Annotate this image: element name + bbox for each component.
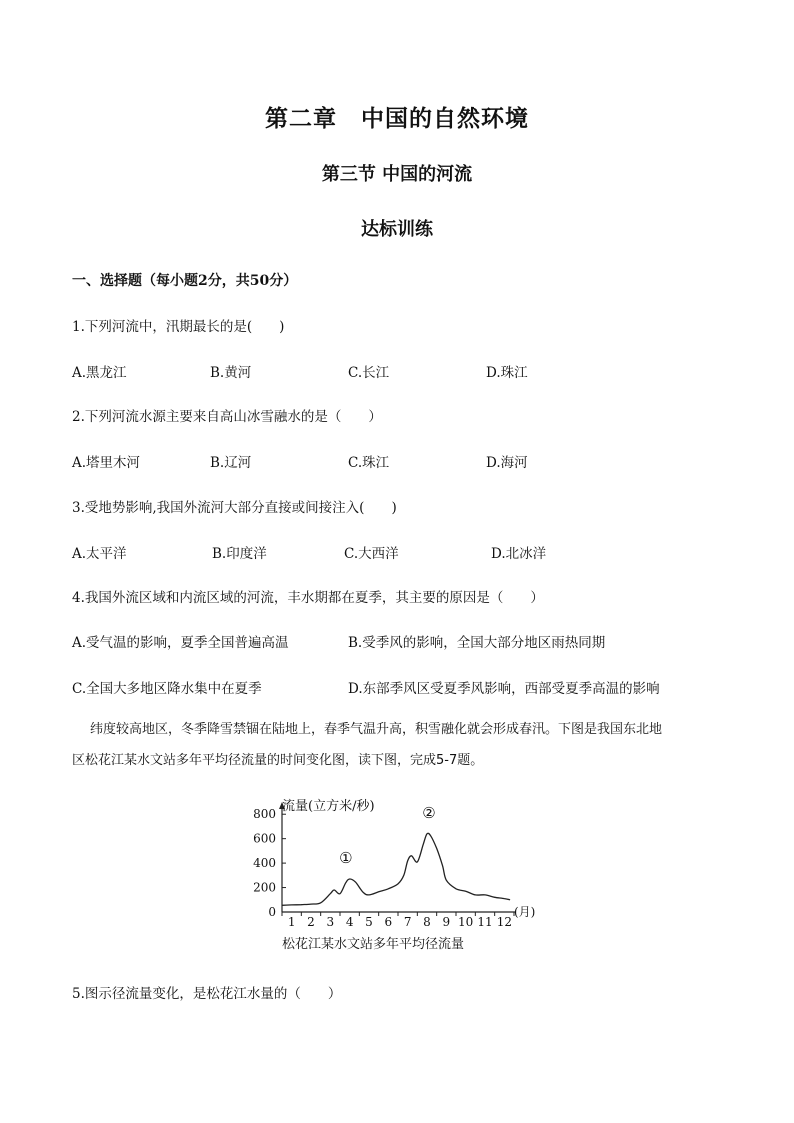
chart-annotation-2: ②	[422, 803, 436, 822]
chart-y-tick-label: 200	[253, 880, 276, 895]
question-1-option-c: C.长江	[348, 365, 390, 381]
question-4-option-d: D.东部季风区受夏季风影响，西部受夏季高温的影响	[348, 681, 660, 697]
passage-line-1: 纬度较高地区，冬季降雪禁锢在陆地上，春季气温升高，积雪融化就会形成春汛。下图是我国东北地	[90, 722, 663, 737]
question-2-stem: 2.下列河流水源主要来自高山冰雪融水的是（ ）	[72, 409, 382, 425]
subtitle: 达标训练	[361, 219, 433, 240]
chart-ylabel: 流量(立方米/秒)	[282, 799, 375, 814]
question-4-option-c: C.全国大多地区降水集中在夏季	[72, 681, 262, 697]
part1-heading: 一、选择题（每小题2分，共50分）	[72, 273, 298, 289]
question-2-option-a: A.塔里木河	[72, 455, 141, 471]
question-2-option-d: D.海河	[486, 455, 528, 471]
question-4-option-a: A.受气温的影响，夏季全国普遍高温	[72, 635, 289, 651]
chart-annotation-1: ①	[339, 849, 353, 868]
passage-line-2: 区松花江某水文站多年平均径流量的时间变化图，读下图，完成5-7题。	[72, 753, 484, 768]
question-3-option-d: D.北冰洋	[491, 546, 547, 562]
question-3-option-b: B.印度洋	[212, 546, 267, 562]
chart-y-tick-label: 400	[253, 856, 276, 871]
question-3-option-c: C.大西洋	[344, 546, 399, 562]
question-1-stem: 1.下列河流中，汛期最长的是( )	[72, 319, 285, 335]
chart-x-tick-label: 4	[345, 915, 354, 929]
question-2-option-b: B.辽河	[210, 455, 252, 471]
question-5-stem: 5.图示径流量变化，是松花江水量的（ ）	[72, 986, 342, 1002]
runoff-series-line	[282, 833, 510, 905]
chart-x-tick-label: 11	[477, 915, 493, 929]
question-2-option-c: C.珠江	[348, 455, 390, 471]
chart-x-tick-label: 8	[423, 915, 431, 929]
chart-y-tick-label: 0	[268, 905, 276, 919]
runoff-chart	[246, 796, 536, 956]
chart-x-tick-label: 9	[442, 915, 451, 929]
chart-y-tick-label: 800	[253, 807, 276, 822]
section-title: 第三节 中国的河流	[321, 164, 473, 185]
question-4-option-b: B.受季风的影响，全国大部分地区雨热同期	[348, 635, 606, 651]
chart-x-tick-label: 5	[365, 915, 373, 929]
question-1-option-d: D.珠江	[486, 365, 528, 381]
question-3-stem: 3.受地势影响,我国外流河大部分直接或间接注入( )	[72, 500, 397, 516]
question-1-option-a: A.黑龙江	[72, 365, 127, 381]
chapter-title: 第二章 中国的自然环境	[265, 105, 529, 132]
chart-x-tick-label: 2	[307, 915, 315, 929]
chart-x-tick-label: 7	[403, 915, 412, 929]
chart-xlabel: (月)	[514, 905, 536, 919]
chart-x-tick-label: 12	[496, 915, 512, 929]
question-4-stem: 4.我国外流区域和内流区域的河流，丰水期都在夏季，其主要的原因是（ ）	[72, 590, 544, 606]
question-1-option-b: B.黄河	[210, 365, 252, 381]
chart-x-tick-label: 1	[287, 915, 296, 929]
chart-x-tick-label: 3	[326, 915, 335, 929]
chart-caption: 松花江某水文站多年平均径流量	[282, 937, 465, 952]
chart-x-tick-label: 10	[458, 915, 474, 929]
chart-y-tick-label: 600	[253, 831, 276, 846]
question-3-option-a: A.太平洋	[72, 546, 127, 562]
chart-x-tick-label: 6	[384, 915, 393, 929]
